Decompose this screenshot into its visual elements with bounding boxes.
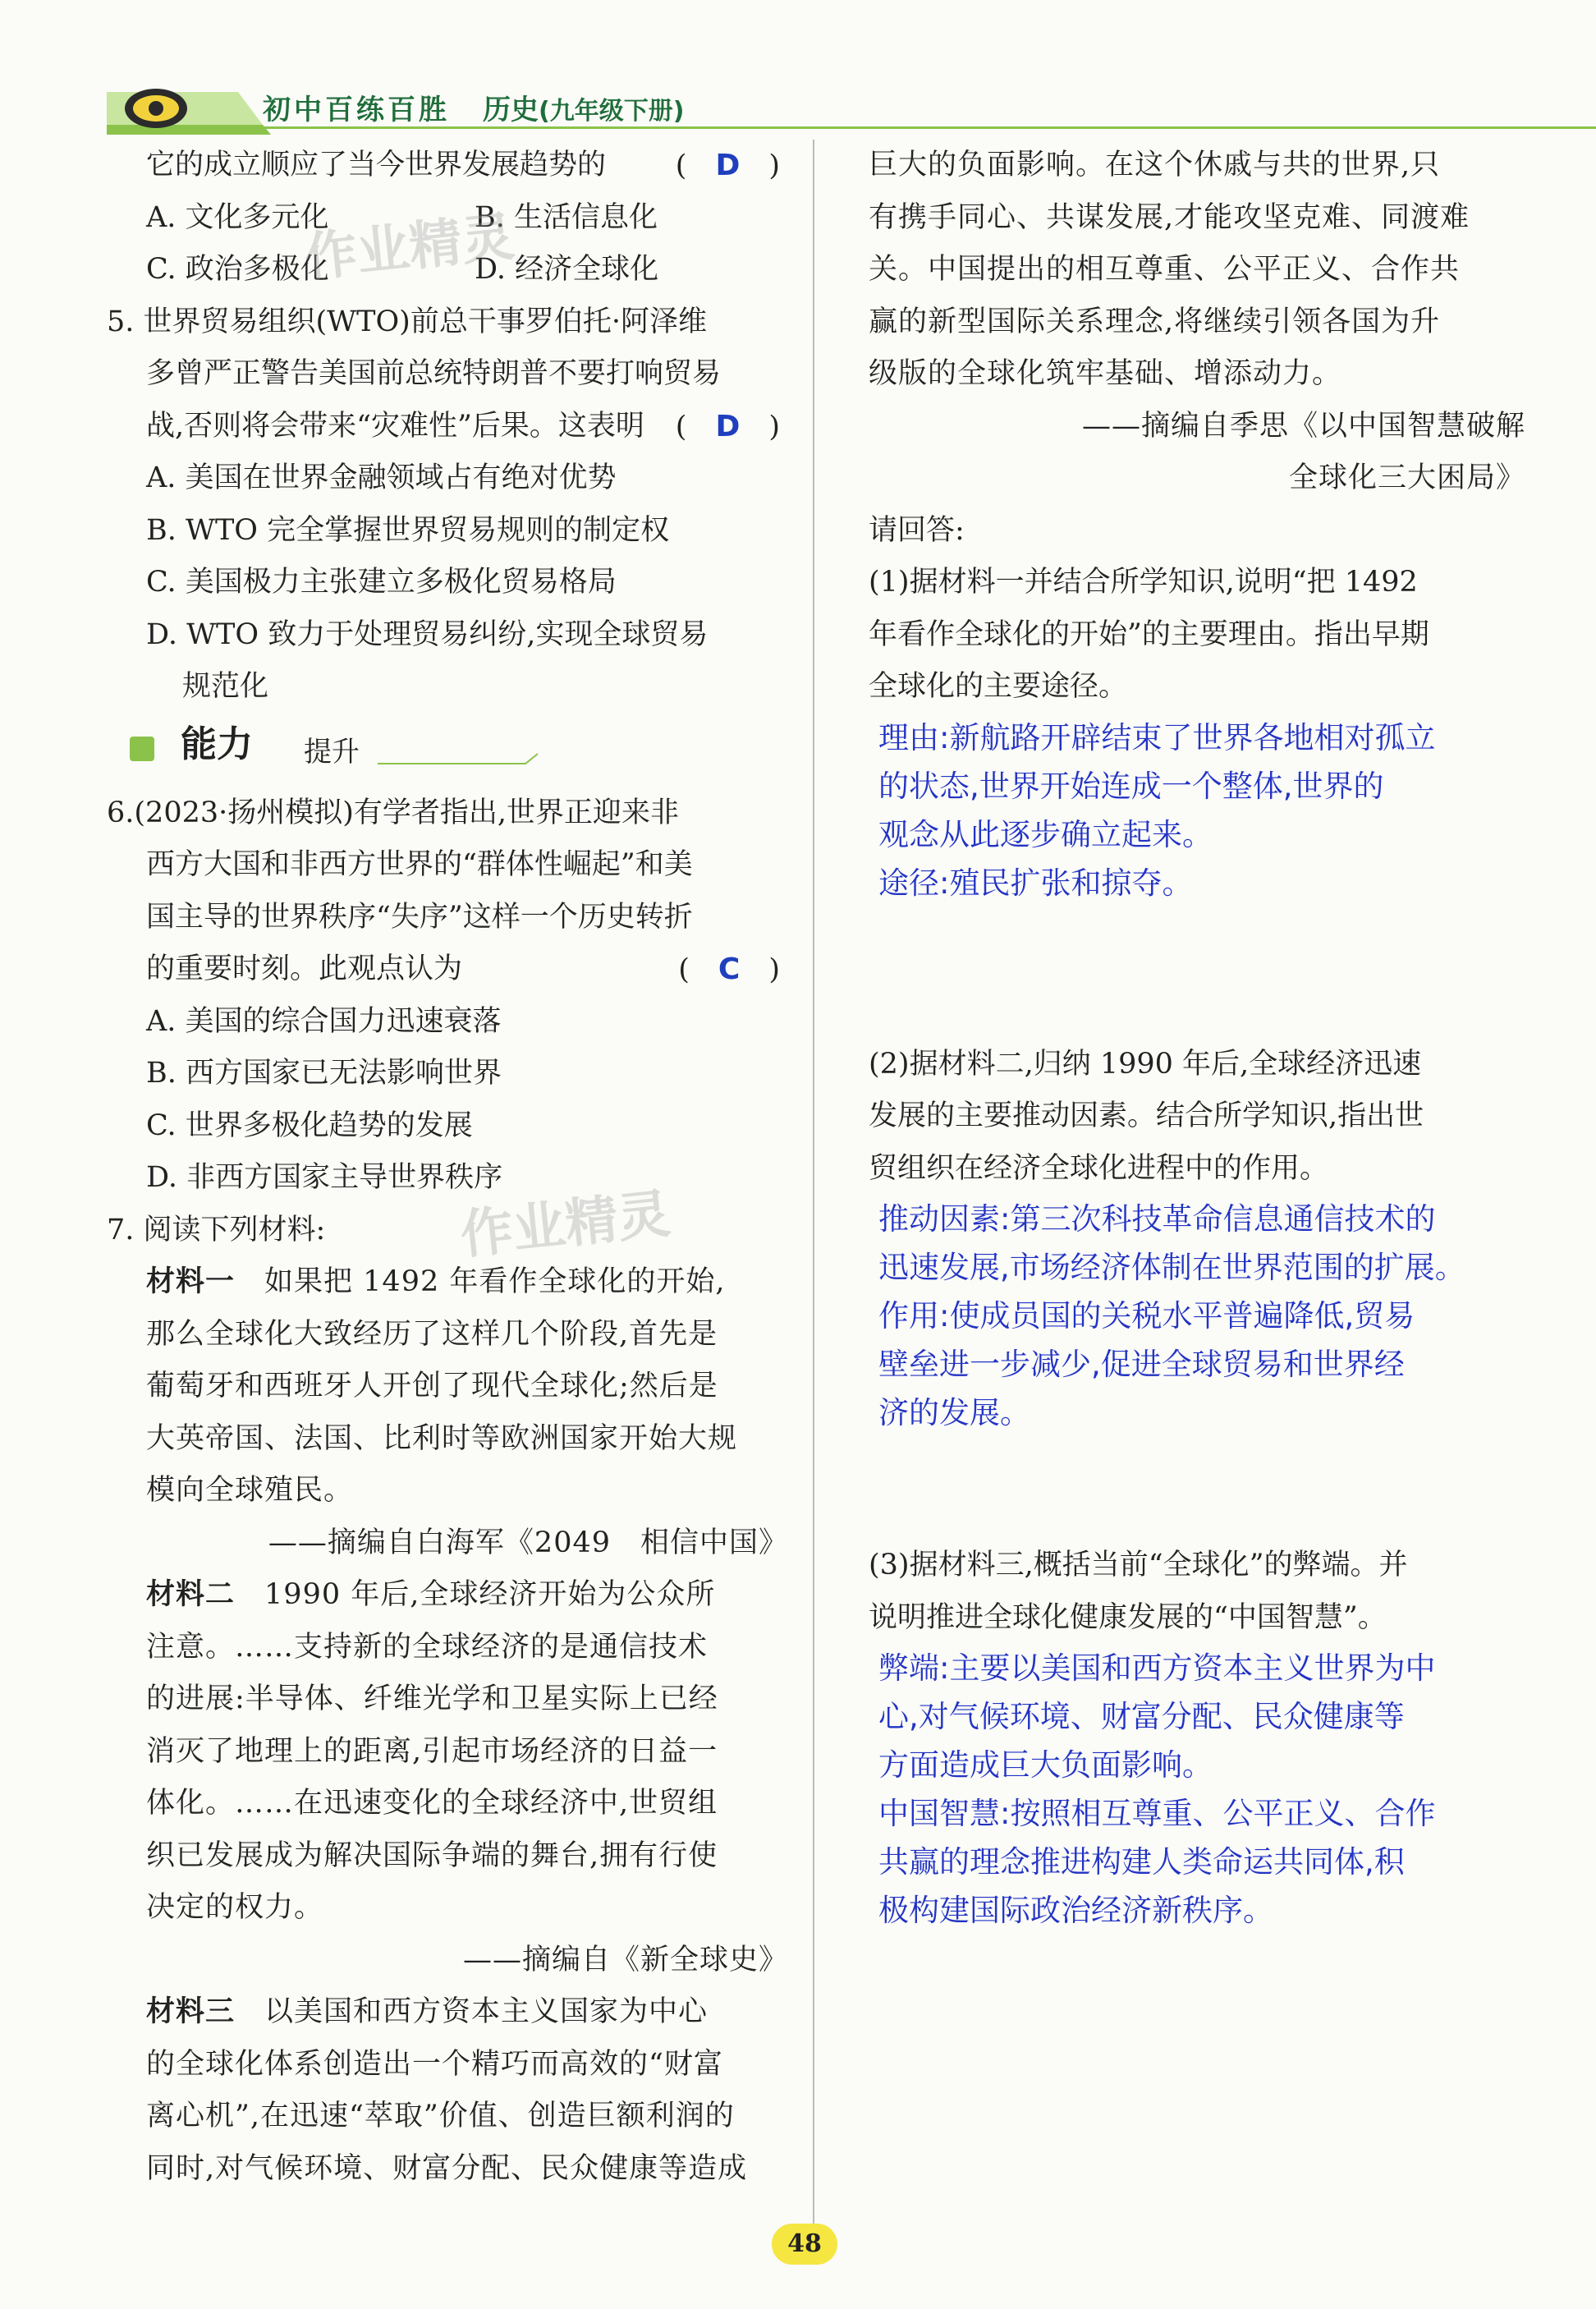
column-divider (813, 140, 814, 2242)
q5-answer-bracket: ( D ) (675, 409, 780, 443)
material-2-source: ——摘编自《新全球史》 (462, 1943, 788, 1976)
section-heading (107, 718, 788, 784)
material-3-source-2: 全球化三大困局》 (1288, 461, 1525, 494)
watermark: 作业精灵 (301, 206, 517, 290)
material-3-label: 材料三 (146, 1995, 236, 2028)
page-header (107, 76, 1585, 141)
q5-answer: D (715, 409, 741, 443)
sub-question-3: (3)据材料三,概括当前“全球化”的弊端。并 说明推进全球化健康发展的“中国智慧”。 (869, 1549, 1408, 1634)
page-number: 48 (772, 2224, 837, 2265)
q6-option-b: B. 西方国家已无法影响世界 (146, 1057, 502, 1090)
right-column (869, 140, 1525, 1935)
q7-stem: 7. 阅读下列材料: (107, 1213, 326, 1246)
material-2: 材料二 1990 年后,全球经济开始为公众所 注意。……支持新的全球经济的是通信技术 的进展:半导体、纤维光学和卫星实际上已经 消灭了地理上的距离,引起市场经济的日益一 体化。……在迅速变化的全球经济中,世贸组 织已发展成为解决国际争端的舞台,拥有行使 决定的权力。 ——摘编自《新全球史》 (107, 1569, 788, 1986)
q5-option-b: B. WTO 完全掌握世界贸易规则的制定权 (146, 513, 670, 547)
q4-option-a: A. 文化多元化 (146, 200, 329, 234)
answer-1: 理由:新航路开辟结束了世界各地相对孤立 的状态,世界开始连成一个整体,世界的 观念从此逐步确立起来。 途径:殖民扩张和掠夺。 (878, 719, 1436, 901)
subject-title: 历史 (483, 94, 539, 126)
q6-option-c: C. 世界多极化趋势的发展 (146, 1109, 473, 1142)
material-1-source: ——摘编自白海军《2049 相信中国》 (268, 1526, 788, 1559)
q4-option-b: B. 生活信息化 (475, 200, 658, 234)
q6-line-4: 的重要时刻。此观点认为 ( C ) (107, 943, 788, 996)
q6-line-2: 西方大国和非西方世界的“群体性崛起”和美 (146, 848, 693, 881)
answer-3: 弊端:主要以美国和西方资本主义世界为中 心,对气候环境、财富分配、民众健康等 方面造成巨大负面影响。 中国智慧:按照相互尊重、公平正义、合作 共赢的理念推进构建人类命运共同体,积 极构建国际政治经济新秩序。 (878, 1650, 1436, 1928)
q4-option-d: D. 经济全球化 (475, 253, 659, 286)
q5-line-1: 5. 世界贸易组织(WTO)前总干事罗伯托·阿泽维 (107, 305, 707, 338)
q6-line-3: 国主导的世界秩序“失序”这样一个历史转折 (146, 900, 693, 934)
section-subtitle: 提升 (304, 735, 360, 769)
header-rule (238, 126, 1596, 129)
q5-line-2: 多曾严正警告美国前总统特朗普不要打响贸易 (146, 357, 722, 390)
q6-option-a: A. 美国的综合国力迅速衰落 (146, 1004, 502, 1038)
book-logo-icon (107, 76, 271, 141)
ask-label: 请回答: (869, 513, 965, 547)
q6-answer-bracket: ( C ) (678, 953, 780, 986)
material-1: 材料一 如果把 1492 年看作全球化的开始, 那么全球化大致经历了这样几个阶段,首先是 葡萄牙和西班牙人开创了现代全球化;然后是 大英帝国、法国、比利时等欧洲国家开始大规 模向全球殖民。 ——摘编自白海军《2049 相信中国》 (107, 1256, 788, 1569)
q4-stem: 它的成立顺应了当今世界发展趋势的 ( D ) (107, 140, 788, 192)
material-1-label: 材料一 (146, 1265, 236, 1298)
section-square-icon (130, 737, 154, 761)
left-column (107, 140, 788, 2195)
answer-2: 推动因素:第三次科技革命信息通信技术的 迅速发展,市场经济体制在世界范围的扩展。 作用:使成员国的关税水平普遍降低,贸易 壁垒进一步减少,促进全球贸易和世界经 济的发展。 (878, 1201, 1465, 1430)
series-title: 初中百练百胜 (263, 94, 450, 126)
q5-option-d-cont: 规范化 (182, 670, 269, 703)
material-3-source-1: ——摘编自季思《以中国智慧破解 (1081, 409, 1525, 443)
q5-option-a: A. 美国在世界金融领域占有绝对优势 (146, 461, 617, 494)
q5-option-d: D. WTO 致力于处理贸易纠纷,实现全球贸易 (146, 617, 709, 651)
q4-answer-bracket: ( D ) (675, 149, 780, 182)
q5-line-3: 战,否则将会带来“灾难性”后果。这表明 ( D ) (107, 401, 788, 453)
sub-question-1: (1)据材料一并结合所学知识,说明“把 1492 年看作全球化的开始”的主要理由。指出早期 全球化的主要途径。 (869, 566, 1429, 703)
material-3-continued: 巨大的负面影响。在这个休戚与共的世界,只 有携手同心、共谋发展,才能攻坚克难、同渡难 关。中国提出的相互尊重、公平正义、合作共 赢的新型国际关系理念,将继续引领各国为升 级版的全球化筑牢基础、增添动力。 ——摘编自季思《以中国智慧破解 全球化三大困局》 (869, 140, 1525, 505)
watermark: 作业精灵 (457, 1183, 673, 1267)
q5-option-c: C. 美国极力主张建立多极化贸易格局 (146, 566, 617, 599)
sub-question-2: (2)据材料二,归纳 1990 年后,全球经济迅速 发展的主要推动因素。结合所学知识,指出世 贸组织在经济全球化进程中的作用。 (869, 1047, 1424, 1185)
q4-answer: D (715, 149, 741, 182)
arrow-icon (378, 751, 542, 768)
header-title (263, 87, 684, 128)
material-3: 材料三 以美国和西方资本主义国家为中心 的全球化体系创造出一个精巧而高效的“财富 离心机”,在迅速“萃取”价值、创造巨额利润的 同时,对气候环境、财富分配、民众健康等造成 (146, 1995, 748, 2185)
q6-answer: C (718, 953, 741, 986)
q6-line-1: 6.(2023·扬州模拟)有学者指出,世界正迎来非 (107, 796, 680, 829)
material-2-label: 材料二 (146, 1578, 236, 1611)
grade-label: (九年级下册) (539, 97, 685, 126)
q4-option-c: C. 政治多极化 (146, 253, 329, 286)
section-title: 能力 (181, 723, 253, 765)
q6-option-d: D. 非西方国家主导世界秩序 (146, 1161, 503, 1194)
